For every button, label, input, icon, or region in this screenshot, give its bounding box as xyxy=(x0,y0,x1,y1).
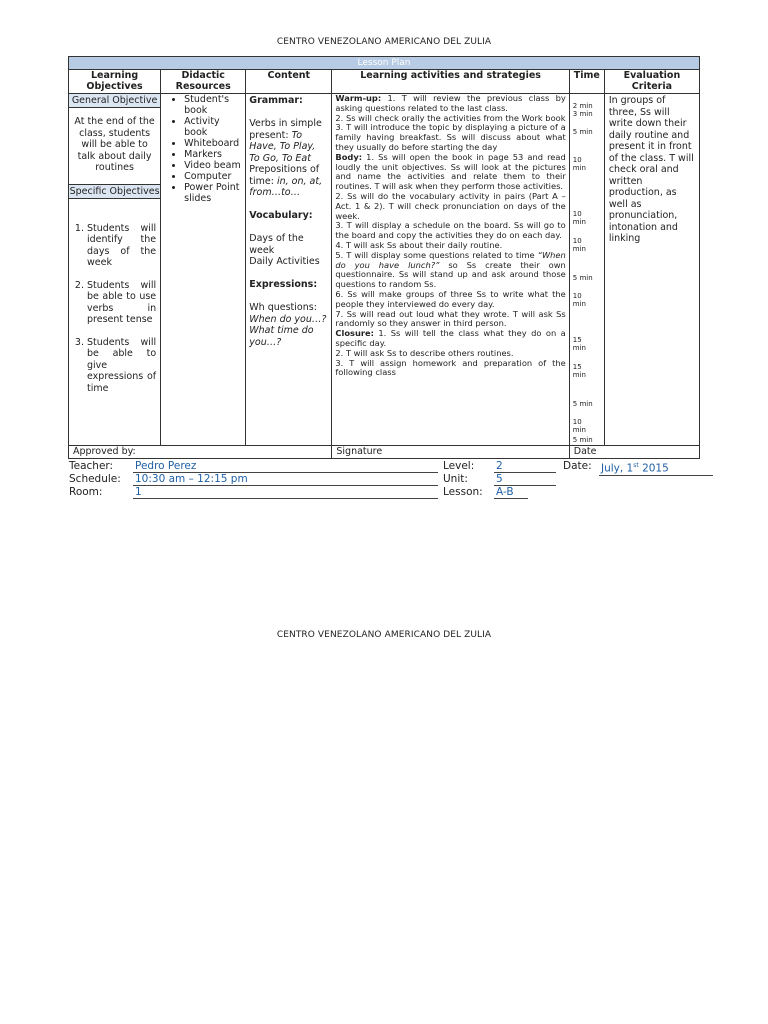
warmup-1: Warm-up: 1. T will review the previous class by asking questions related to the last class. xyxy=(335,93,566,113)
institution-title-page-2: CENTRO VENEZOLANO AMERICANO DEL ZULIA xyxy=(276,630,492,640)
specific-objectives-label: Specific Objectives xyxy=(69,185,160,197)
body-4: 4. T will ask Ss about their daily routine. xyxy=(335,239,503,250)
info-date-label: Date: xyxy=(563,460,592,472)
time-entry: 10 min xyxy=(572,418,586,434)
time-entry: 5 min xyxy=(572,400,593,408)
schedule-label: Schedule: xyxy=(69,473,121,485)
body-3: 3. T will display a schedule on the board. Ss will go to the board and copy the activities they do on each day. xyxy=(335,220,566,241)
general-objective-text: At the end of the class, students will be able to talk about daily routines xyxy=(74,116,155,173)
time-entry: 5 min xyxy=(572,436,593,444)
time-cell xyxy=(569,94,604,446)
institution-title: CENTRO VENEZOLANO AMERICANO DEL ZULIA xyxy=(276,37,492,47)
resource-item: • Whiteboard xyxy=(184,138,243,149)
specific-objectives-list xyxy=(69,199,160,410)
date-label: Date xyxy=(569,446,699,459)
header-evaluation: Evaluation Criteria xyxy=(604,70,699,94)
closure-1: Closure: 1. Ss will tell the class what they do on a specific day. xyxy=(335,328,566,348)
time-entry: 3 min xyxy=(572,110,593,118)
evaluation-cell: In groups of three, Ss will write down their daily routine and present it in front of the class. T will check oral and written production, as well as pronunciation, intonation and linking xyxy=(604,94,699,446)
header-learning-objectives: Learning Objectives xyxy=(69,70,161,94)
expressions-label: Expressions: xyxy=(249,279,318,290)
time-entry: 5 min xyxy=(572,274,593,282)
level-value: 2 xyxy=(494,460,556,473)
body-1: Body: 1. Ss will open the book in page 53 and read loudly the unit objectives. Ss will look at the pictures and name the activities and relate them to their routines. T will ask when they perform those activities. xyxy=(335,151,566,192)
body-7: 7. Ss will read out loud what they wrote. T will ask Ss randomly so they answer in third person. xyxy=(335,308,566,329)
specific-objective-item: 2. Students will be able to use verbs in present tense xyxy=(87,280,156,326)
info-date-value: July, 1st 2015 xyxy=(599,460,713,476)
vocabulary-label: Vocabulary: xyxy=(249,210,313,221)
specific-objective-item: 1. Students will identify the days of the week xyxy=(87,223,156,269)
grammar-verbs: Verbs in simple present: To Have, To Play, To Go, To Eat xyxy=(249,118,322,164)
header-content: Content xyxy=(246,70,332,94)
wh-question-2: What time do you…? xyxy=(249,325,314,348)
resource-item: • Markers xyxy=(184,149,243,160)
specific-objective-item: 3. Students will be able to give expressions of time xyxy=(87,337,156,395)
teacher-label: Teacher: xyxy=(69,460,114,472)
body-2: 2. Ss will do the vocabulary activity in pairs (Part A – Act. 1 & 2). T will check pronunciation on days of the week. xyxy=(335,190,566,221)
closure-3: 3. T will assign homework and preparation of the following class xyxy=(335,357,566,378)
time-entry: 2 min xyxy=(572,102,593,110)
teacher-value: Pedro Perez xyxy=(133,460,438,473)
resource-item: • Power Point slides xyxy=(184,182,243,204)
time-entry: 10 min xyxy=(572,237,586,253)
approved-by-label: Approved by: xyxy=(69,446,332,459)
body-6: 6. Ss will make groups of three Ss to write what the people they interviewed do every day. xyxy=(335,288,566,309)
closure-2: 2. T will ask Ss to describe others routines. xyxy=(335,347,514,358)
signature-label: Signature xyxy=(332,446,569,459)
time-entry: 10 min xyxy=(572,210,586,226)
body-5: 5. T will display some questions related to time “When do you have lunch?” so Ss create their own questionnaire. Ss will stand up and ask around those questions to random Ss. xyxy=(335,249,566,290)
wh-questions-label: Wh questions: xyxy=(249,302,317,313)
schedule-value: 10:30 am – 12:15 pm xyxy=(133,473,438,486)
lesson-value: A-B xyxy=(494,486,528,499)
objectives-cell xyxy=(69,94,161,446)
time-entry: 5 min xyxy=(572,128,593,136)
time-entry: 15 min xyxy=(572,336,586,352)
room-value: 1 xyxy=(133,486,438,499)
lesson-label: Lesson: xyxy=(443,486,483,498)
wh-question-1: When do you…? xyxy=(249,313,327,325)
content-cell xyxy=(246,94,332,446)
grammar-label: Grammar: xyxy=(249,95,303,106)
resource-item: • Video beam xyxy=(184,160,243,171)
header-didactic-resources: Didactic Resources xyxy=(161,70,246,94)
vocab-activities: Daily Activities xyxy=(249,256,320,267)
resource-item: • Computer xyxy=(184,171,243,182)
time-entry: 10 min xyxy=(572,292,586,308)
activities-cell xyxy=(332,94,569,446)
unit-label: Unit: xyxy=(443,473,468,485)
header-activities: Learning activities and strategies xyxy=(332,70,569,94)
unit-value: 5 xyxy=(494,473,556,486)
vocab-days: Days of the week xyxy=(249,233,304,256)
level-label: Level: xyxy=(443,460,475,472)
grammar-prepositions: Prepositions of time: in, on, at, from…to… xyxy=(249,164,323,198)
warmup-3: 3. T will introduce the topic by displaying a picture of a family having breakfast. Ss will discuss about what they usually do before starting the day xyxy=(335,122,566,152)
room-label: Room: xyxy=(69,486,103,498)
resources-cell xyxy=(161,94,246,446)
header-time: Time xyxy=(569,70,604,94)
resources-list xyxy=(161,94,245,204)
general-objective-label: General Objective xyxy=(69,94,160,108)
warmup-2: 2. Ss will check orally the activities from the Work book xyxy=(335,112,566,123)
time-entry: 10 min xyxy=(572,156,586,172)
resource-item: • Student's book xyxy=(184,94,243,116)
resource-item: • Activity book xyxy=(184,116,243,138)
time-entry: 15 min xyxy=(572,363,586,379)
lesson-plan-banner: Lesson Plan xyxy=(69,57,700,70)
lesson-plan-table xyxy=(68,56,700,459)
